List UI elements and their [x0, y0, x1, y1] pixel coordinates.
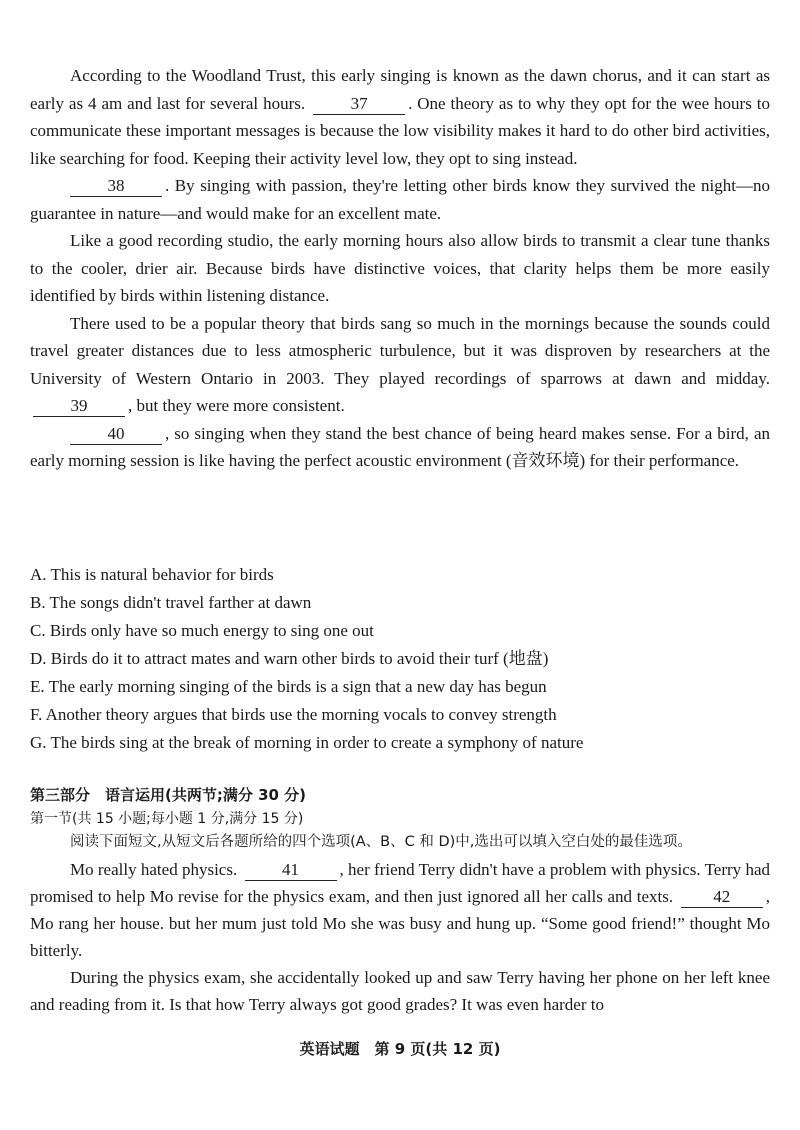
paragraph-5: 40 , so singing when they stand the best chance of being heard makes sense. For a bird, an early morning session is like having the perfect acoustic environment (音效环境) for their performance. [30, 423, 770, 470]
cloze-paragraph-1: Mo really hated physics. 41 , her friend Terry didn't have a problem with physics. Terry had promised to help Mo revise for the physics exam, and then just ignored all her calls and texts. 42 , Mo rang her house. but her mum just told Mo she was busy and hung up. “Some good friend!” thought Mo bitterly. [30, 860, 770, 960]
option-f: F. Another theory argues that birds use the morning vocals to convey strength [30, 705, 557, 724]
page-footer: 英语试题 第 9 页(共 12 页) [299, 1040, 501, 1058]
paragraph-3: Like a good recording studio, the early morning hours also allow birds to transmit a clear tune thanks to the cooler, drier air. Because birds have distinctive voices, that clarity helps them be more easily identified by birds within listening distance. [30, 231, 770, 305]
cloze-paragraph-2: During the physics exam, she accidentally looked up and saw Terry having her phone on her left knee and reading from it. Is that how Terry always got good grades? It was even harder to [30, 968, 770, 1014]
option-g: G. The birds sing at the break of morning in order to create a symphony of nature [30, 733, 584, 752]
cloze-instruction: 阅读下面短文,从短文后各题所给的四个选项(A、B、C 和 D)中,选出可以填入空白处的最佳选项。 [70, 834, 692, 850]
blank-42: 42 [681, 887, 763, 908]
option-a: A. This is natural behavior for birds [30, 565, 274, 584]
blank-40: 40 [70, 424, 162, 445]
blank-41: 41 [245, 860, 337, 881]
paragraph-2: 38 . By singing with passion, they're letting other birds know they survived the night—no guarantee in nature—and would make for an excellent mate. [30, 176, 770, 223]
cloze-passage [30, 829, 770, 1018]
passage [30, 62, 770, 475]
section-heading: 第三部分 语言运用(共两节;满分 30 分) [30, 786, 307, 804]
section-subheading: 第一节(共 15 小题;每小题 1 分,满分 15 分) [30, 811, 304, 827]
option-d: D. Birds do it to attract mates and warn other birds to avoid their turf (地盘) [30, 649, 549, 668]
option-c: C. Birds only have so much energy to sing one out [30, 621, 374, 640]
option-b: B. The songs didn't travel farther at dawn [30, 593, 312, 612]
paragraph-4: There used to be a popular theory that birds sang so much in the mornings because the sounds could travel greater distances due to less atmospheric turbulence, but it was disproven by researchers at the University of Western Ontario in 2003. They played recordings of sparrows at dawn and midday. 39 , but they were more consistent. [30, 313, 770, 415]
blank-38: 38 [70, 176, 162, 197]
blank-39: 39 [33, 396, 125, 417]
option-e: E. The early morning singing of the birds is a sign that a new day has begun [30, 677, 547, 696]
paragraph-1: According to the Woodland Trust, this early singing is known as the dawn chorus, and it can start as early as 4 am and last for several hours. 37 . One theory as to why they opt for the wee hours to communicate these important messages is because the low visibility makes it hard to do other bird activities, like searching for food. Keeping their activity level low, they opt to sing instead. [30, 66, 771, 168]
blank-37: 37 [313, 94, 405, 115]
options-list [30, 561, 770, 757]
